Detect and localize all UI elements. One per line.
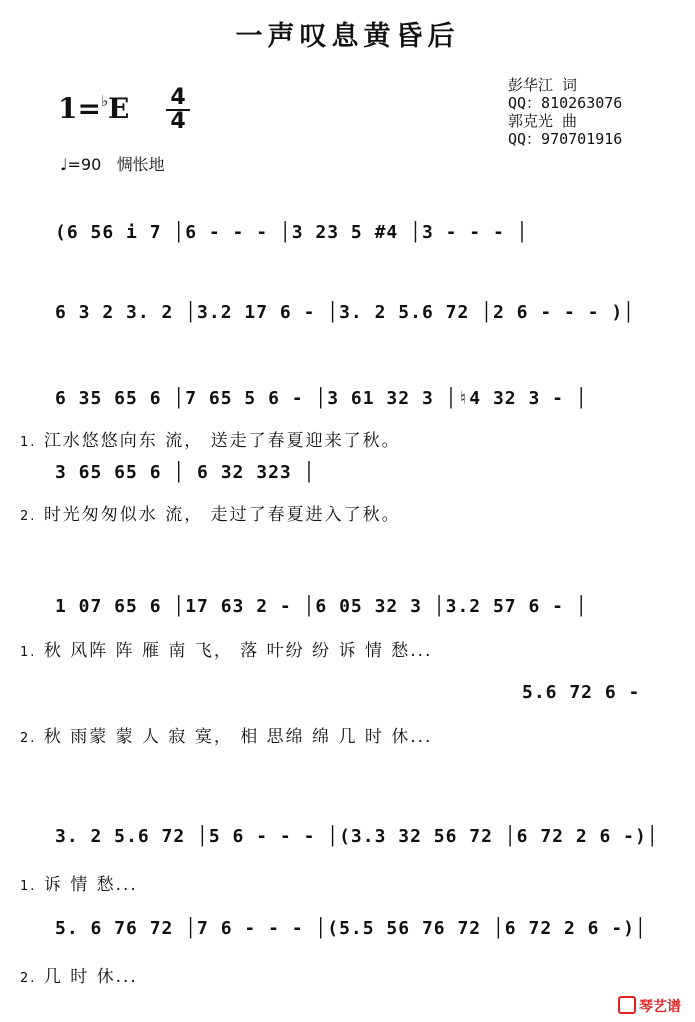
system-3-notes: 6 35 65 6 │7 65 5 6 - │3 61 32 3 │♮4 32 3 - │ [55,388,588,409]
time-signature: 4 4 [166,88,190,132]
credits [508,76,622,148]
watermark-logo: 琴艺谱 [618,996,681,1016]
system-4-alt-notes: 5.6 72 6 - [522,682,641,703]
song-title: 一声叹息黄昏后 [235,21,460,52]
system-2-notes: 6 3 2 3. 2 │3.2 17 6 - │3. 2 5.6 72 │2 6 - - - )│ [55,302,636,323]
system-1-notes: (6 56 i 7 │6 - - - │3 23 5 #4 │3 - - - │ [55,222,529,243]
lyricist: 彭华江 词 [508,76,578,94]
tempo-marking: ♩=90 惆怅地 [60,155,165,174]
system-3-alt-notes: 3 65 65 6 │ 6 32 323 │ [55,462,316,483]
system-4-verse-1: 1. 秋 风阵 阵 雁 南 飞， 落 叶纷 纷 诉 情 愁... [20,641,433,661]
system-6-notes: 5. 6 76 72 │7 6 - - - │(5.5 56 76 72 │6 72 2 6 -)│ [55,918,647,939]
lyricist-qq: QQ：810263076 [508,94,623,112]
key-signature: 1=♭E [58,92,130,125]
system-3-verse-1: 1. 江水悠悠向东 流， 送走了春夏迎来了秋。 [20,431,401,451]
system-5-verse-1: 1. 诉 情 愁... [20,875,138,895]
system-4-notes: 1 07 65 6 │17 63 2 - │6 05 32 3 │3.2 57 6 - │ [55,596,588,617]
system-4-verse-2: 2. 秋 雨蒙 蒙 人 寂 寞， 相 思绵 绵 几 时 休... [20,727,433,747]
composer-qq: QQ：970701916 [508,130,623,148]
composer: 郭克光 曲 [508,112,578,130]
system-5-notes: 3. 2 5.6 72 │5 6 - - - │(3.3 32 56 72 │6 72 2 6 -)│ [55,826,659,847]
system-6-verse-2: 2. 几 时 休... [20,967,138,987]
logo-icon [618,996,636,1014]
system-3-verse-2: 2. 时光匆匆似水 流， 走过了春夏进入了秋。 [20,505,401,525]
